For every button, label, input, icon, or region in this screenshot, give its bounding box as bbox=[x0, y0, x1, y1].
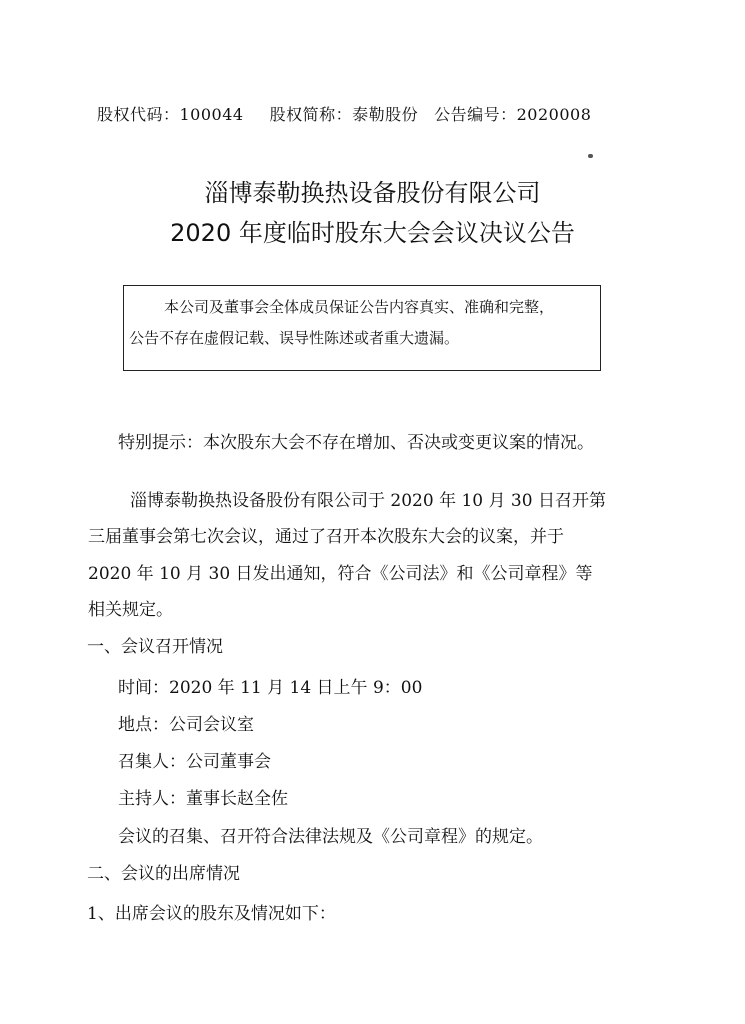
declaration-line-2: 公告不存在虚假记载、误导性陈述或者重大遗漏。 bbox=[129, 329, 460, 347]
notice-number: 公告编号：2020008 bbox=[434, 105, 592, 124]
meeting-compliance: 会议的召集、召开符合法律法规及《公司章程》的规定。 bbox=[118, 827, 543, 847]
notice-title: 2020 年度临时股东大会会议决议公告 bbox=[170, 219, 575, 247]
meeting-time: 时间：2020 年 11 月 14 日上午 9：00 bbox=[118, 678, 423, 698]
company-title: 淄博泰勒换热设备股份有限公司 bbox=[204, 179, 541, 207]
section-heading-attendance: 二、会议的出席情况 bbox=[87, 864, 240, 884]
scan-speck bbox=[588, 154, 593, 158]
stock-code: 股权代码：100044 bbox=[97, 105, 244, 124]
attendance-subheading: 1、出席会议的股东及情况如下： bbox=[87, 904, 336, 924]
stock-short-name: 股权简称：泰勒股份 bbox=[269, 105, 419, 124]
intro-line-3: 2020 年 10 月 30 日发出通知，符合《公司法》和《公司章程》等 bbox=[88, 564, 593, 584]
intro-line-4: 相关规定。 bbox=[88, 600, 173, 620]
meeting-convener: 召集人：公司董事会 bbox=[118, 752, 271, 772]
meeting-location: 地点：公司会议室 bbox=[118, 715, 254, 735]
declaration-box bbox=[123, 285, 601, 371]
intro-line-1: 淄博泰勒换热设备股份有限公司于 2020 年 10 月 30 日召开第 bbox=[130, 491, 606, 511]
section-heading-meeting: 一、会议召开情况 bbox=[87, 637, 223, 657]
intro-line-2: 三届董事会第七次会议，通过了召开本次股东大会的议案，并于 bbox=[88, 527, 564, 547]
meeting-host: 主持人：董事长赵全佐 bbox=[118, 789, 288, 809]
declaration-line-1: 本公司及董事会全体成员保证公告内容真实、准确和完整， bbox=[164, 298, 555, 316]
document-header bbox=[97, 102, 591, 125]
special-notice: 特别提示：本次股东大会不存在增加、否决或变更议案的情况。 bbox=[118, 433, 594, 453]
